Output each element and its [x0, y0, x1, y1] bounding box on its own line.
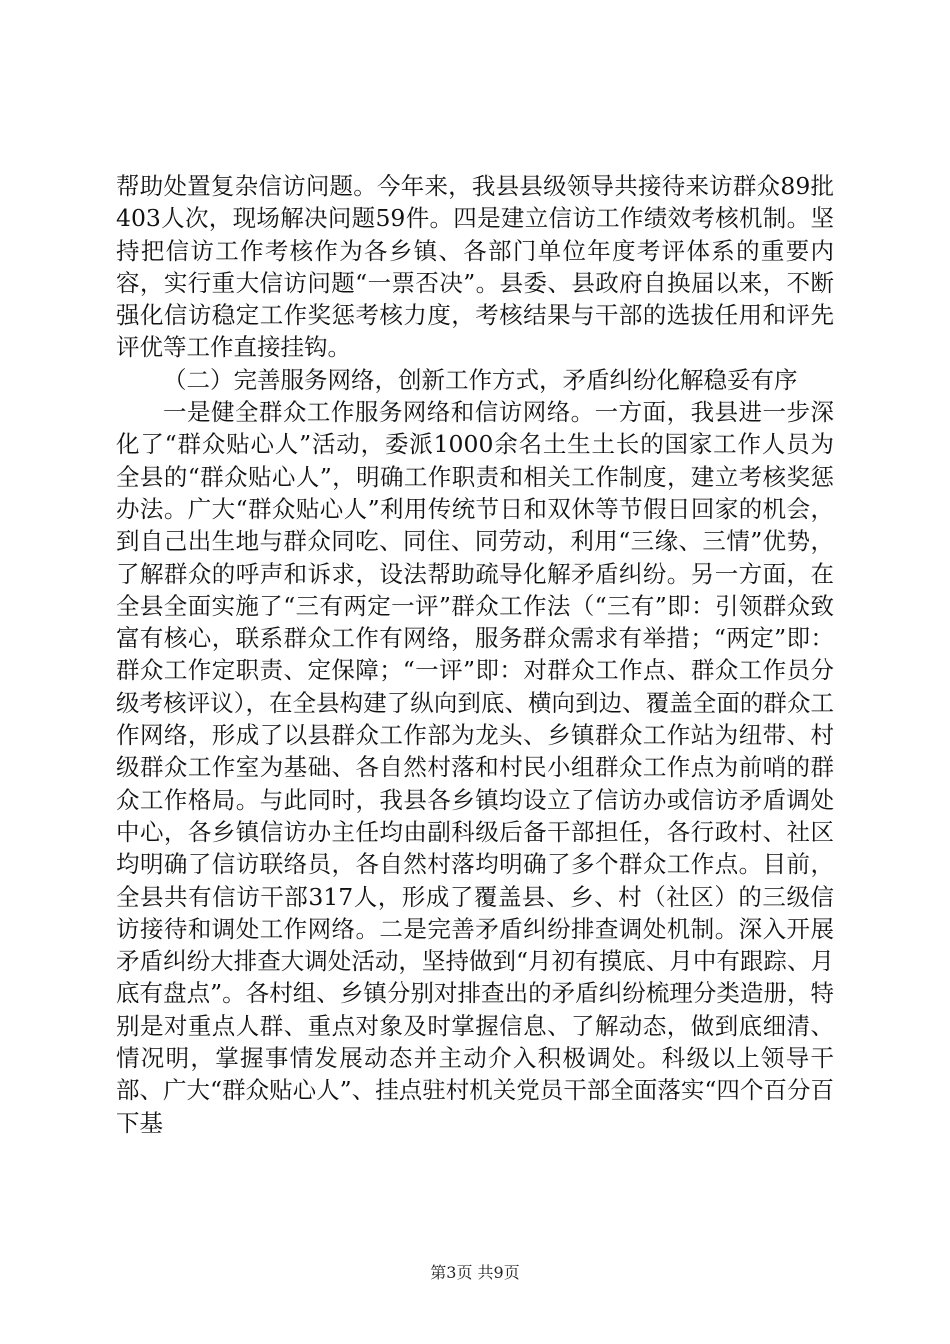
page-number-footer: 第3页 共9页	[430, 1263, 520, 1282]
section-heading: （二）完善服务网络，创新工作方式，矛盾纠纷化解稳妥有序	[163, 365, 798, 394]
document-body	[116, 170, 834, 1139]
paragraph-2: 一是健全群众工作服务网络和信访网络。一方面，我县进一步深化了“群众贴心人”活动，委派1000余名土生土长的国家工作人员为全县的“群众贴心人”，明确工作职责和相关工作制度，建立考核奖惩办法。广大“群众贴心人”利用传统节日和双休等节假日回家的机会，到自己出生地与群众同吃、同住、同劳动，利用“三缘、三情”优势，了解群众的呼声和诉求，设法帮助疏导化解矛盾纠纷。另一方面，在全县全面实施了“三有两定一评”群众工作法（“三有”即：引领群众致富有核心，联系群众工作有网络，服务群众需求有举措；“两定”即：群众工作定职责、定保障；“一评”即：对群众工作点、群众工作员分级考核评议），在全县构建了纵向到底、横向到边、覆盖全面的群众工作网络，形成了以县群众工作部为龙头、乡镇群众工作站为纽带、村级群众工作室为基础、各自然村落和村民小组群众工作点为前哨的群众工作格局。与此同时，我县各乡镇均设立了信访办或信访矛盾调处中心，各乡镇信访办主任均由副科级后备干部担任，各行政村、社区均明确了信访联络员，各自然村落均明确了多个群众工作点。目前，全县共有信访干部317人，形成了覆盖县、乡、村（社区）的三级信访接待和调处工作网络。二是完善矛盾纠纷排查调处机制。深入开展矛盾纠纷大排查大调处活动，坚持做到“月初有摸底、月中有跟踪、月底有盘点”。各村组、乡镇分别对排查出的矛盾纠纷梳理分类造册，特别是对重点人群、重点对象及时掌握信息、了解动态，做到底细清、情况明，掌握事情发展动态并主动介入积极调处。科级以上领导干部、广大“群众贴心人”、挂点驻村机关党员干部全面落实“四个百分百下基	[116, 398, 834, 1137]
paragraph-1: 帮助处置复杂信访问题。今年来，我县县级领导共接待来访群众89批403人次，现场解决问题59件。四是建立信访工作绩效考核机制。坚持把信访工作考核作为各乡镇、各部门单位年度考评体系的重要内容，实行重大信访问题“一票否决”。县委、县政府自换届以来，不断强化信访稳定工作奖惩考核力度，考核结果与干部的选拔任用和评先评优等工作直接挂钩。	[116, 172, 834, 362]
